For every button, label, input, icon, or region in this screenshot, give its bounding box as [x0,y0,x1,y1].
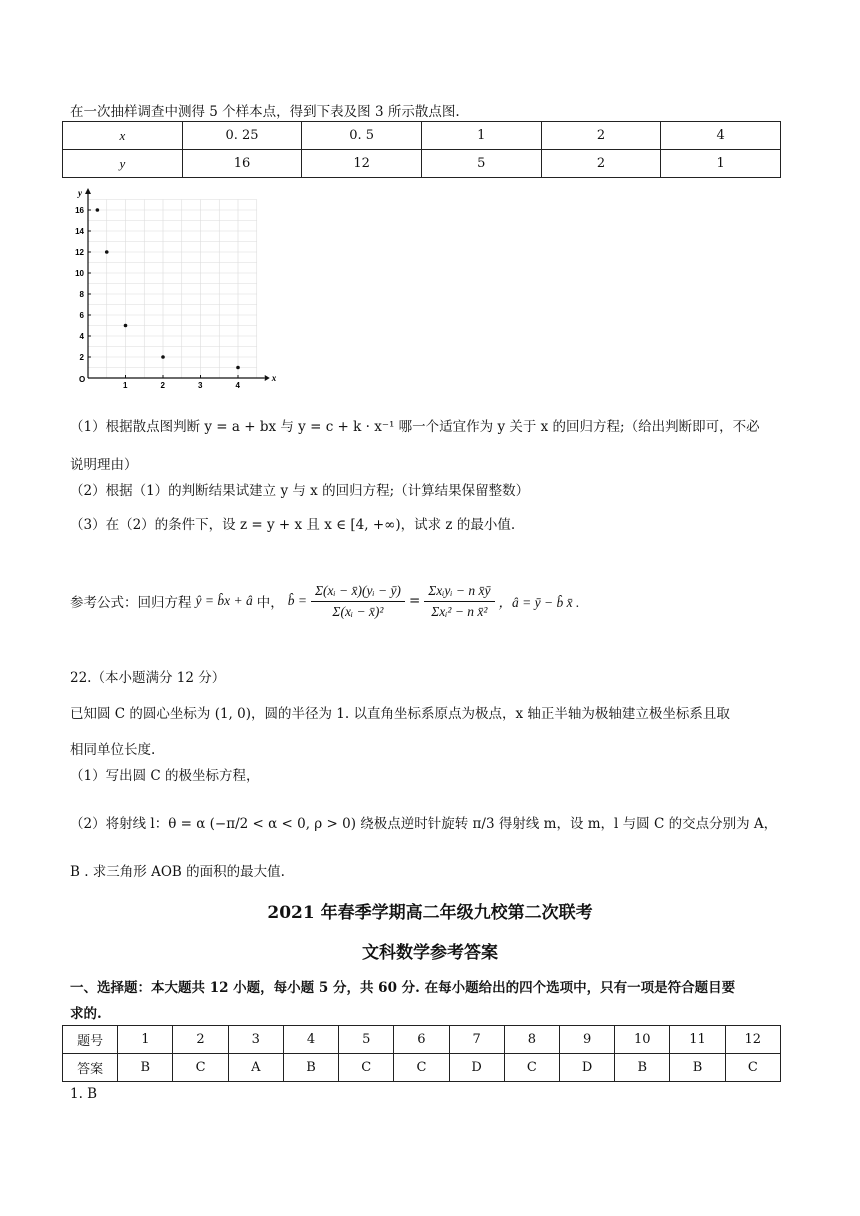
answer-cell: B [670,1054,725,1082]
x-axis-arrow [265,375,270,381]
answer-cell: B [283,1054,338,1082]
section-1-heading-line-2: 求的. [70,1006,102,1022]
question-22-part-1: （1）写出圆 C 的极坐标方程， [70,768,260,784]
ref-b-label: b̂ = [287,593,307,608]
y-tick-label: 4 [79,332,84,341]
data-point [105,250,109,254]
question-number-cell: 5 [339,1026,394,1054]
x-tick-label: 2 [160,381,165,390]
answer-cell: C [339,1054,394,1082]
question-number-cell: 4 [283,1026,338,1054]
ref-fraction-1 [311,583,405,620]
table-cell: 2 [541,122,661,150]
question-22-line-1: 已知圆 C 的圆心坐标为 (1, 0)，圆的半径为 1. 以直角坐标系原点为极点，x 轴正半轴为极轴建立极坐标系且取 [70,706,730,722]
first-answer: 1. B [70,1086,98,1102]
answer-cell: C [725,1054,780,1082]
question-number-cell: 9 [559,1026,614,1054]
data-point [236,366,240,370]
question-22-part-3: B . 求三角形 AOB 的面积的最大值. [70,864,285,880]
table-cell: 0. 25 [182,122,302,150]
table-cell: 16 [182,150,302,178]
table-cell: 12 [302,150,422,178]
answer-cell: C [394,1054,449,1082]
reference-formula: 参考公式：回归方程 ŷ = b̂x + â 中， b̂ = $\frac{\text{Σ(xᵢ − x̄)(yᵢ − ȳ)}}{\text{Σ(xᵢ − x̄)²}}$ = $\frac{\text{Σxᵢyᵢ − n x̄ȳ}}{\text{Σxᵢ² − n x̄²}}$ ，â = ȳ − b̂ x̄ . [70,582,580,619]
data-point [124,324,128,328]
y-tick-label: 16 [75,206,84,215]
answer-table [62,1025,781,1082]
question-22-line-2: 相同单位长度. [70,742,156,758]
question-number-cell: 1 [118,1026,173,1054]
answer-cell: B [118,1054,173,1082]
x-tick-label: 1 [123,381,128,390]
x-label-cell: x [63,122,183,150]
intro-text: 在一次抽样调查中测得 5 个样本点，得到下表及图 3 所示散点图. [70,104,460,120]
answer-subtitle: 文科数学参考答案 [362,943,498,963]
table-row [63,1026,781,1054]
answer-title: 2021 年春季学期高二年级九校第二次联考 [267,903,593,923]
table-cell: 1 [421,122,541,150]
x-tick-label: 4 [235,381,240,390]
question-22-title: 22.（本小题满分 12 分） [70,670,226,686]
y-tick-label: 10 [75,269,84,278]
question-number-cell: 2 [173,1026,228,1054]
data-point [161,355,165,359]
x-tick-label: 3 [198,381,203,390]
sample-table [62,121,781,178]
origin-label: O [79,375,86,384]
question-number-cell: 10 [615,1026,670,1054]
section-1-heading-line-1: 一、选择题：本大题共 12 小题，每小题 5 分，共 60 分. 在每小题给出的四个选项中，只有一项是符合题目要 [70,980,736,996]
ref-regression-eq: ŷ = b̂x + â [195,593,253,608]
y-label-cell: y [63,150,183,178]
question-number-cell: 8 [504,1026,559,1054]
table-cell: 5 [421,150,541,178]
ref-denominator-1: Σ(xᵢ − x̄)² [332,603,384,619]
y-tick-label: 2 [79,353,84,362]
answer-cell: C [173,1054,228,1082]
table-cell: 1 [661,150,781,178]
question-1-line-2: 说明理由） [70,457,138,473]
question-number-cell: 3 [228,1026,283,1054]
ref-mid: 中， [256,595,284,611]
table-cell: 2 [541,150,661,178]
y-axis-arrow [85,188,91,194]
question-number-cell: 6 [394,1026,449,1054]
ref-numerator-1: Σ(xᵢ − x̄)(yᵢ − ȳ) [311,583,405,602]
y-axis-label: y [78,188,82,198]
answer-cell: D [449,1054,504,1082]
x-axis-label: x [271,373,277,383]
table-cell: 0. 5 [302,122,422,150]
y-tick-label: 6 [79,311,84,320]
answer-cell: A [228,1054,283,1082]
data-point [96,208,100,212]
row-label-number: 题号 [63,1026,118,1054]
answer-cell: D [559,1054,614,1082]
answer-cell: C [504,1054,559,1082]
answer-cell: B [615,1054,670,1082]
question-3: （3）在（2）的条件下，设 z = y + x 且 x ∈ [4, +∞)，试求 z 的最小值. [70,517,516,533]
question-number-cell: 7 [449,1026,504,1054]
question-number-cell: 11 [670,1026,725,1054]
ref-label: 参考公式：回归方程 [70,595,192,611]
table-row [63,150,781,178]
ref-numerator-2: Σxᵢyᵢ − n x̄ȳ [424,583,494,602]
table-row [63,1054,781,1082]
question-1-line-1: （1）根据散点图判断 y = a + bx 与 y = c + k · x⁻¹ 哪一个适宜作为 y 关于 x 的回归方程;（给出判断即可，不必 [70,419,760,435]
y-tick-label: 14 [75,227,84,236]
y-tick-label: 12 [75,248,84,257]
y-tick-label: 8 [79,290,84,299]
question-22-part-2: （2）将射线 l：θ = α (−π/2 < α < 0, ρ > 0) 绕极点逆时针旋转 π/3 得射线 m，设 m，l 与圆 C 的交点分别为 A， [70,816,778,832]
table-row [63,122,781,150]
question-number-cell: 12 [725,1026,780,1054]
table-cell: 4 [661,122,781,150]
ref-denominator-2: Σxᵢ² − n x̄² [431,603,488,619]
ref-fraction-2 [424,583,494,620]
row-label-answer: 答案 [63,1054,118,1082]
scatter-plot [58,186,277,396]
ref-a-formula: ，â = ȳ − b̂ x̄ . [498,595,580,610]
question-2: （2）根据（1）的判断结果试建立 y 与 x 的回归方程;（计算结果保留整数） [70,483,530,499]
